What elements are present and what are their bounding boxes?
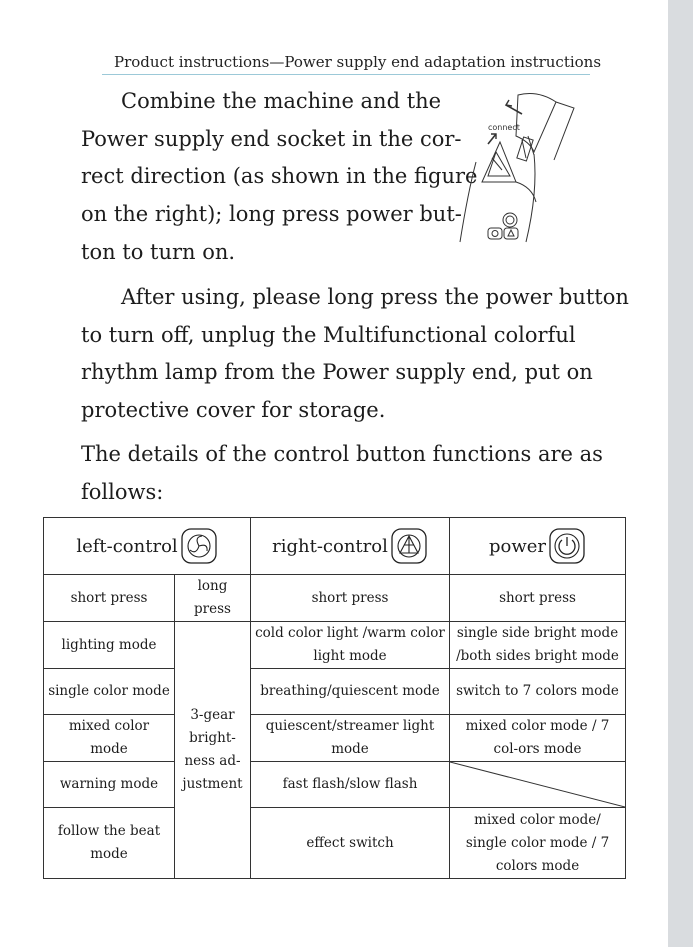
header-right-control <box>251 518 450 575</box>
table-subheader-row <box>44 575 626 622</box>
right-cell: quiescent/streamer light mode <box>251 715 450 762</box>
intro-line: Combine the machine and the <box>121 89 442 113</box>
device-connection-figure <box>456 92 590 250</box>
after-use-line: rhythm lamp from the Power supply end, put on <box>81 360 593 385</box>
diagonal-line <box>450 762 625 807</box>
control-functions-table <box>43 517 626 879</box>
subheader-cell: short press <box>44 575 175 622</box>
triangle-icon <box>390 527 428 565</box>
power-cell: single side bright mode /both sides bright mode <box>450 622 626 669</box>
intro-paragraph <box>81 83 477 272</box>
intro-line: ton to turn on. <box>81 239 236 264</box>
after-use-line: to turn off, unplug the Multifunctional colorful <box>81 322 576 347</box>
empty-diagonal-cell <box>450 762 626 808</box>
header-power <box>450 518 626 575</box>
left-cell: mixed color mode <box>44 715 175 762</box>
left-cell: follow the beat mode <box>44 808 175 879</box>
table-row <box>44 762 626 808</box>
details-paragraph <box>81 436 603 511</box>
subheader-cell: short press <box>251 575 450 622</box>
subheader-cell: long press <box>175 575 251 622</box>
right-cell: breathing/quiescent mode <box>251 669 450 715</box>
power-cell: switch to 7 colors mode <box>450 669 626 715</box>
power-cell: mixed color mode / 7 col-ors mode <box>450 715 626 762</box>
right-control-label: right-control <box>272 535 388 557</box>
after-use-line: After using, please long press the power button <box>121 285 629 309</box>
table-row <box>44 808 626 879</box>
left-cell: single color mode <box>44 669 175 715</box>
power-cell: mixed color mode/ single color mode / 7 colors mode <box>450 808 626 879</box>
right-cell: cold color light /warm color light mode <box>251 622 450 669</box>
details-line: The details of the control button functions are as <box>81 442 603 466</box>
left-control-label: left-control <box>76 535 178 557</box>
page-header <box>102 50 602 75</box>
left-cell: lighting mode <box>44 622 175 669</box>
table-row <box>44 715 626 762</box>
power-label: power <box>488 535 547 557</box>
right-cell: fast flash/slow flash <box>251 762 450 808</box>
header-left-control <box>44 518 251 575</box>
after-use-paragraph <box>81 279 629 430</box>
intro-line: rect direction (as shown in the figure <box>81 164 478 189</box>
long-press-cell: 3-gear bright-ness ad-justment <box>175 622 251 879</box>
power-icon <box>548 527 586 565</box>
page-header-title: Product instructions—Power supply end adaptation instructions <box>114 53 602 71</box>
intro-line: Power supply end socket in the cor- <box>81 126 462 151</box>
swirl-icon <box>180 527 218 565</box>
connect-label: connect <box>488 123 520 132</box>
right-cell: effect switch <box>251 808 450 879</box>
intro-line: on the right); long press power but- <box>81 202 462 227</box>
after-use-line: protective cover for storage. <box>81 398 386 423</box>
details-line: follows: <box>81 479 164 504</box>
scrollbar[interactable] <box>668 0 693 947</box>
table-row <box>44 622 626 669</box>
table-row <box>44 669 626 715</box>
table-header-row <box>44 518 626 575</box>
left-cell: warning mode <box>44 762 175 808</box>
subheader-cell: short press <box>450 575 626 622</box>
